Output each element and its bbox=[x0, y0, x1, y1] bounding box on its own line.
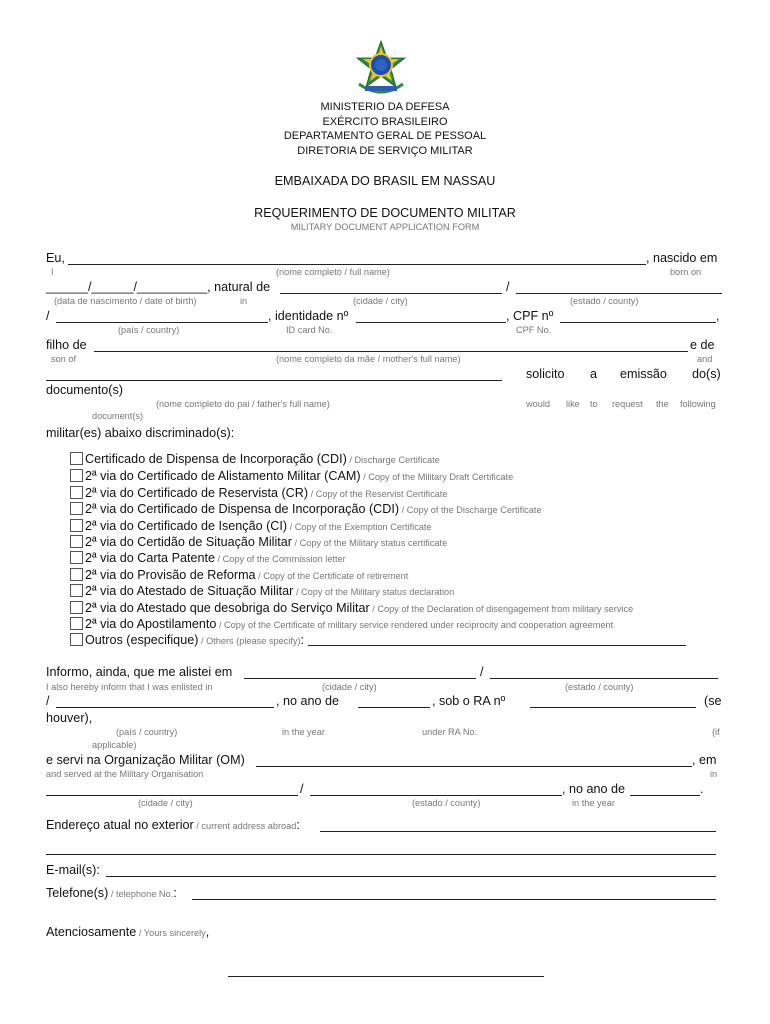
option-checkbox[interactable] bbox=[70, 469, 83, 482]
label-dot: . bbox=[700, 782, 704, 796]
military-organisation-field[interactable] bbox=[256, 766, 692, 767]
birth-city-field[interactable] bbox=[280, 293, 502, 294]
option-english-label: / Copy of the Declaration of disengagement from military service bbox=[369, 604, 634, 614]
label-houver: houver), bbox=[46, 711, 93, 725]
document-option[interactable] bbox=[70, 551, 346, 565]
birth-state-field[interactable] bbox=[516, 293, 722, 294]
document-option[interactable] bbox=[70, 568, 408, 582]
label-om-county: (estado / county) bbox=[412, 798, 481, 808]
option-english-label: / Copy of the Certificate of military service rendered under reciprocity and cooperation agreement bbox=[216, 620, 614, 630]
label-e-de: e de bbox=[690, 338, 715, 352]
label-served-in: in bbox=[710, 769, 718, 779]
option-label: 2ª via do Provisão de Reforma bbox=[85, 568, 256, 582]
label-id-card: ID card No. bbox=[286, 325, 333, 335]
label-documentos: documento(s) bbox=[46, 383, 123, 397]
document-option[interactable] bbox=[70, 535, 447, 549]
label-identidade: , identidade nº bbox=[268, 309, 349, 323]
signature-line[interactable] bbox=[228, 976, 544, 977]
label-emissao: emissão bbox=[620, 367, 667, 381]
address-field-line1[interactable] bbox=[320, 831, 716, 832]
option-checkbox[interactable] bbox=[70, 551, 83, 564]
option-label: 2ª via do Certificado de Dispensa de Incorporação (CDI) bbox=[85, 502, 400, 516]
label-cpf-no: CPF No. bbox=[516, 325, 552, 335]
label-to: to bbox=[590, 399, 598, 409]
option-english-label: / Copy of the Commission letter bbox=[214, 554, 346, 564]
label-om-in-the-year: in the year bbox=[572, 798, 615, 808]
label-enlist-slash: / bbox=[480, 665, 484, 679]
closing-label: Atenciosamente / Yours sincerely, bbox=[46, 925, 210, 939]
label-slash-2: / bbox=[46, 309, 50, 323]
birth-date-field[interactable]: ______/______/__________, natural de bbox=[46, 280, 271, 294]
enlist-city-field[interactable] bbox=[244, 678, 476, 679]
header-line-ministry: MINISTERIO DA DEFESA bbox=[320, 101, 450, 113]
mother-name-field[interactable] bbox=[94, 351, 688, 352]
option-label: 2ª via do Atestado de Situação Militar bbox=[85, 584, 294, 598]
label-eu: Eu, bbox=[46, 251, 65, 265]
label-full-name: (nome completo / full name) bbox=[276, 267, 390, 277]
header-line-directorate: DIRETORIA DE SERVIÇO MILITAR bbox=[297, 145, 473, 157]
label-son-of: son of bbox=[51, 354, 77, 364]
label-following: following bbox=[680, 399, 716, 409]
form-title: REQUERIMENTO DE DOCUMENTO MILITAR bbox=[254, 206, 516, 220]
id-number-field[interactable] bbox=[356, 322, 506, 323]
option-english-label: / Copy of the Military Draft Certificate bbox=[360, 472, 514, 482]
telephone-field[interactable] bbox=[192, 899, 716, 900]
label-born-on: born on bbox=[670, 267, 702, 277]
option-label: 2ª via do Certificado de Alistamento Militar (CAM) bbox=[85, 469, 361, 483]
label-informo: Informo, ainda, que me alistei em bbox=[46, 665, 233, 679]
label-enlist-county: (estado / county) bbox=[565, 682, 634, 692]
option-colon: : bbox=[300, 633, 305, 647]
option-label: Outros (especifique) bbox=[85, 633, 199, 647]
label-served-at: and served at the Military Organisation bbox=[46, 769, 204, 779]
option-checkbox[interactable] bbox=[70, 535, 83, 548]
label-county: (estado / county) bbox=[570, 296, 639, 306]
label-se: (se bbox=[704, 694, 722, 708]
label-comma: , bbox=[716, 309, 720, 323]
form-subtitle: MILITARY DOCUMENT APPLICATION FORM bbox=[290, 222, 480, 232]
enlist-state-field[interactable] bbox=[490, 678, 718, 679]
label-in-the-year: in the year bbox=[282, 727, 325, 737]
option-checkbox[interactable] bbox=[70, 452, 83, 465]
label-email: E-mail(s): bbox=[46, 863, 100, 877]
label-sob-o-ra: , sob o RA nº bbox=[432, 694, 506, 708]
option-english-label: / Copy of the Military status declaration bbox=[293, 587, 455, 597]
option-checkbox[interactable] bbox=[70, 633, 83, 646]
document-option[interactable] bbox=[70, 519, 432, 533]
option-checkbox[interactable] bbox=[70, 519, 83, 532]
cpf-number-field[interactable] bbox=[560, 322, 716, 323]
label-cpf: , CPF nº bbox=[506, 309, 554, 323]
header-line-department: DEPARTAMENTO GERAL DE PESSOAL bbox=[283, 130, 487, 142]
label-enlist-city: (cidade / city) bbox=[322, 682, 377, 692]
label-militares: militar(es) abaixo discriminado(s): bbox=[46, 426, 235, 440]
enlist-year-field[interactable] bbox=[358, 707, 430, 708]
option-label: 2ª via do Certidão de Situação Militar bbox=[85, 535, 292, 549]
label-a: a bbox=[590, 367, 598, 381]
label-em: , em bbox=[692, 753, 717, 767]
option-label: 2ª via do Certificado de Reservista (CR) bbox=[85, 486, 309, 500]
option-english-label: / Others (please specify) bbox=[198, 636, 301, 646]
document-option[interactable] bbox=[70, 617, 613, 631]
document-option[interactable] bbox=[70, 469, 513, 483]
option-english-label: / Copy of the Reservist Certificate bbox=[308, 489, 448, 499]
label-solicito: solicito bbox=[526, 367, 565, 381]
option-english-label: / Copy of the Military status certificate bbox=[291, 538, 448, 548]
option-checkbox[interactable] bbox=[70, 486, 83, 499]
brazil-coat-of-arms-emblem bbox=[351, 40, 411, 100]
label-enlist-country: (país / country) bbox=[116, 727, 178, 737]
option-english-label: / Copy of the Discharge Certificate bbox=[399, 505, 542, 515]
others-specify-field[interactable] bbox=[308, 633, 686, 646]
label-servi: e servi na Organização Militar (OM) bbox=[46, 753, 245, 767]
option-checkbox[interactable] bbox=[70, 601, 83, 614]
option-checkbox[interactable] bbox=[70, 568, 83, 581]
label-mother-name: (nome completo da mãe / mother's full name) bbox=[276, 354, 461, 364]
email-field[interactable] bbox=[106, 876, 716, 877]
label-enlist-slash-2: / bbox=[46, 694, 50, 708]
label-no-ano-de: , no ano de bbox=[276, 694, 340, 708]
label-dos: do(s) bbox=[692, 367, 721, 381]
telephone-label: Telefone(s) / telephone No.: bbox=[46, 886, 177, 900]
label-date-of-birth: (data de nascimento / date of birth) bbox=[54, 296, 197, 306]
label-and: and bbox=[697, 354, 713, 364]
option-label: 2ª via do Atestado que desobriga do Serviço Militar bbox=[85, 601, 370, 615]
om-state-field[interactable] bbox=[310, 795, 562, 796]
option-checkbox[interactable] bbox=[70, 502, 83, 515]
label-om-slash: / bbox=[300, 782, 304, 796]
ra-number-field[interactable] bbox=[530, 707, 696, 708]
label-documents: document(s) bbox=[92, 411, 144, 421]
label-the: the bbox=[656, 399, 669, 409]
address-field-line2[interactable] bbox=[46, 854, 716, 855]
label-would: would bbox=[526, 399, 551, 409]
birth-country-field[interactable] bbox=[56, 322, 268, 323]
label-applicable: applicable) bbox=[92, 740, 137, 750]
label-slash-1: / bbox=[506, 280, 510, 294]
label-om-no-ano-de: , no ano de bbox=[562, 782, 626, 796]
option-label: Certificado de Dispensa de Incorporação (CDI) bbox=[85, 452, 347, 466]
option-label: 2ª via do Apostilamento bbox=[85, 617, 217, 631]
embassy-title: EMBAIXADA DO BRASIL EM NASSAU bbox=[274, 174, 496, 188]
option-checkbox[interactable] bbox=[70, 584, 83, 597]
document-option[interactable] bbox=[70, 502, 542, 516]
label-enlisted-in: I also hereby inform that I was enlisted in bbox=[46, 682, 213, 692]
document-option[interactable] bbox=[70, 633, 686, 647]
option-label: 2ª via do Certificado de Isenção (CI) bbox=[85, 519, 288, 533]
label-father-name: (nome completo do pai / father's full name) bbox=[156, 399, 330, 409]
label-like: like bbox=[566, 399, 580, 409]
label-nascido-em: , nascido em bbox=[646, 251, 718, 265]
address-label: Endereço atual no exterior / current address abroad: bbox=[46, 818, 300, 832]
om-year-field[interactable] bbox=[630, 795, 700, 796]
option-english-label: / Copy of the Exemption Certificate bbox=[287, 522, 432, 532]
document-option[interactable] bbox=[70, 584, 454, 598]
label-in: in bbox=[240, 296, 248, 306]
label-request: request bbox=[612, 399, 643, 409]
label-if: (if bbox=[712, 727, 720, 737]
option-english-label: / Discharge Certificate bbox=[346, 455, 440, 465]
label-city: (cidade / city) bbox=[353, 296, 408, 306]
option-english-label: / Copy of the Certificate of retirement bbox=[255, 571, 409, 581]
label-filho-de: filho de bbox=[46, 338, 87, 352]
option-label: 2ª via do Carta Patente bbox=[85, 551, 215, 565]
enlist-country-field[interactable] bbox=[56, 707, 274, 708]
document-option[interactable] bbox=[70, 601, 633, 615]
label-under-ra: under RA No. bbox=[422, 727, 478, 737]
label-country: (país / country) bbox=[118, 325, 180, 335]
om-city-field[interactable] bbox=[46, 795, 298, 796]
document-option[interactable] bbox=[70, 452, 440, 466]
document-option[interactable] bbox=[70, 486, 447, 500]
option-checkbox[interactable] bbox=[70, 617, 83, 630]
father-name-field[interactable] bbox=[46, 380, 502, 381]
label-i: I bbox=[51, 267, 54, 277]
full-name-field[interactable] bbox=[68, 264, 646, 265]
label-om-city: (cidade / city) bbox=[138, 798, 193, 808]
header-line-army: EXÉRCITO BRASILEIRO bbox=[322, 116, 448, 128]
